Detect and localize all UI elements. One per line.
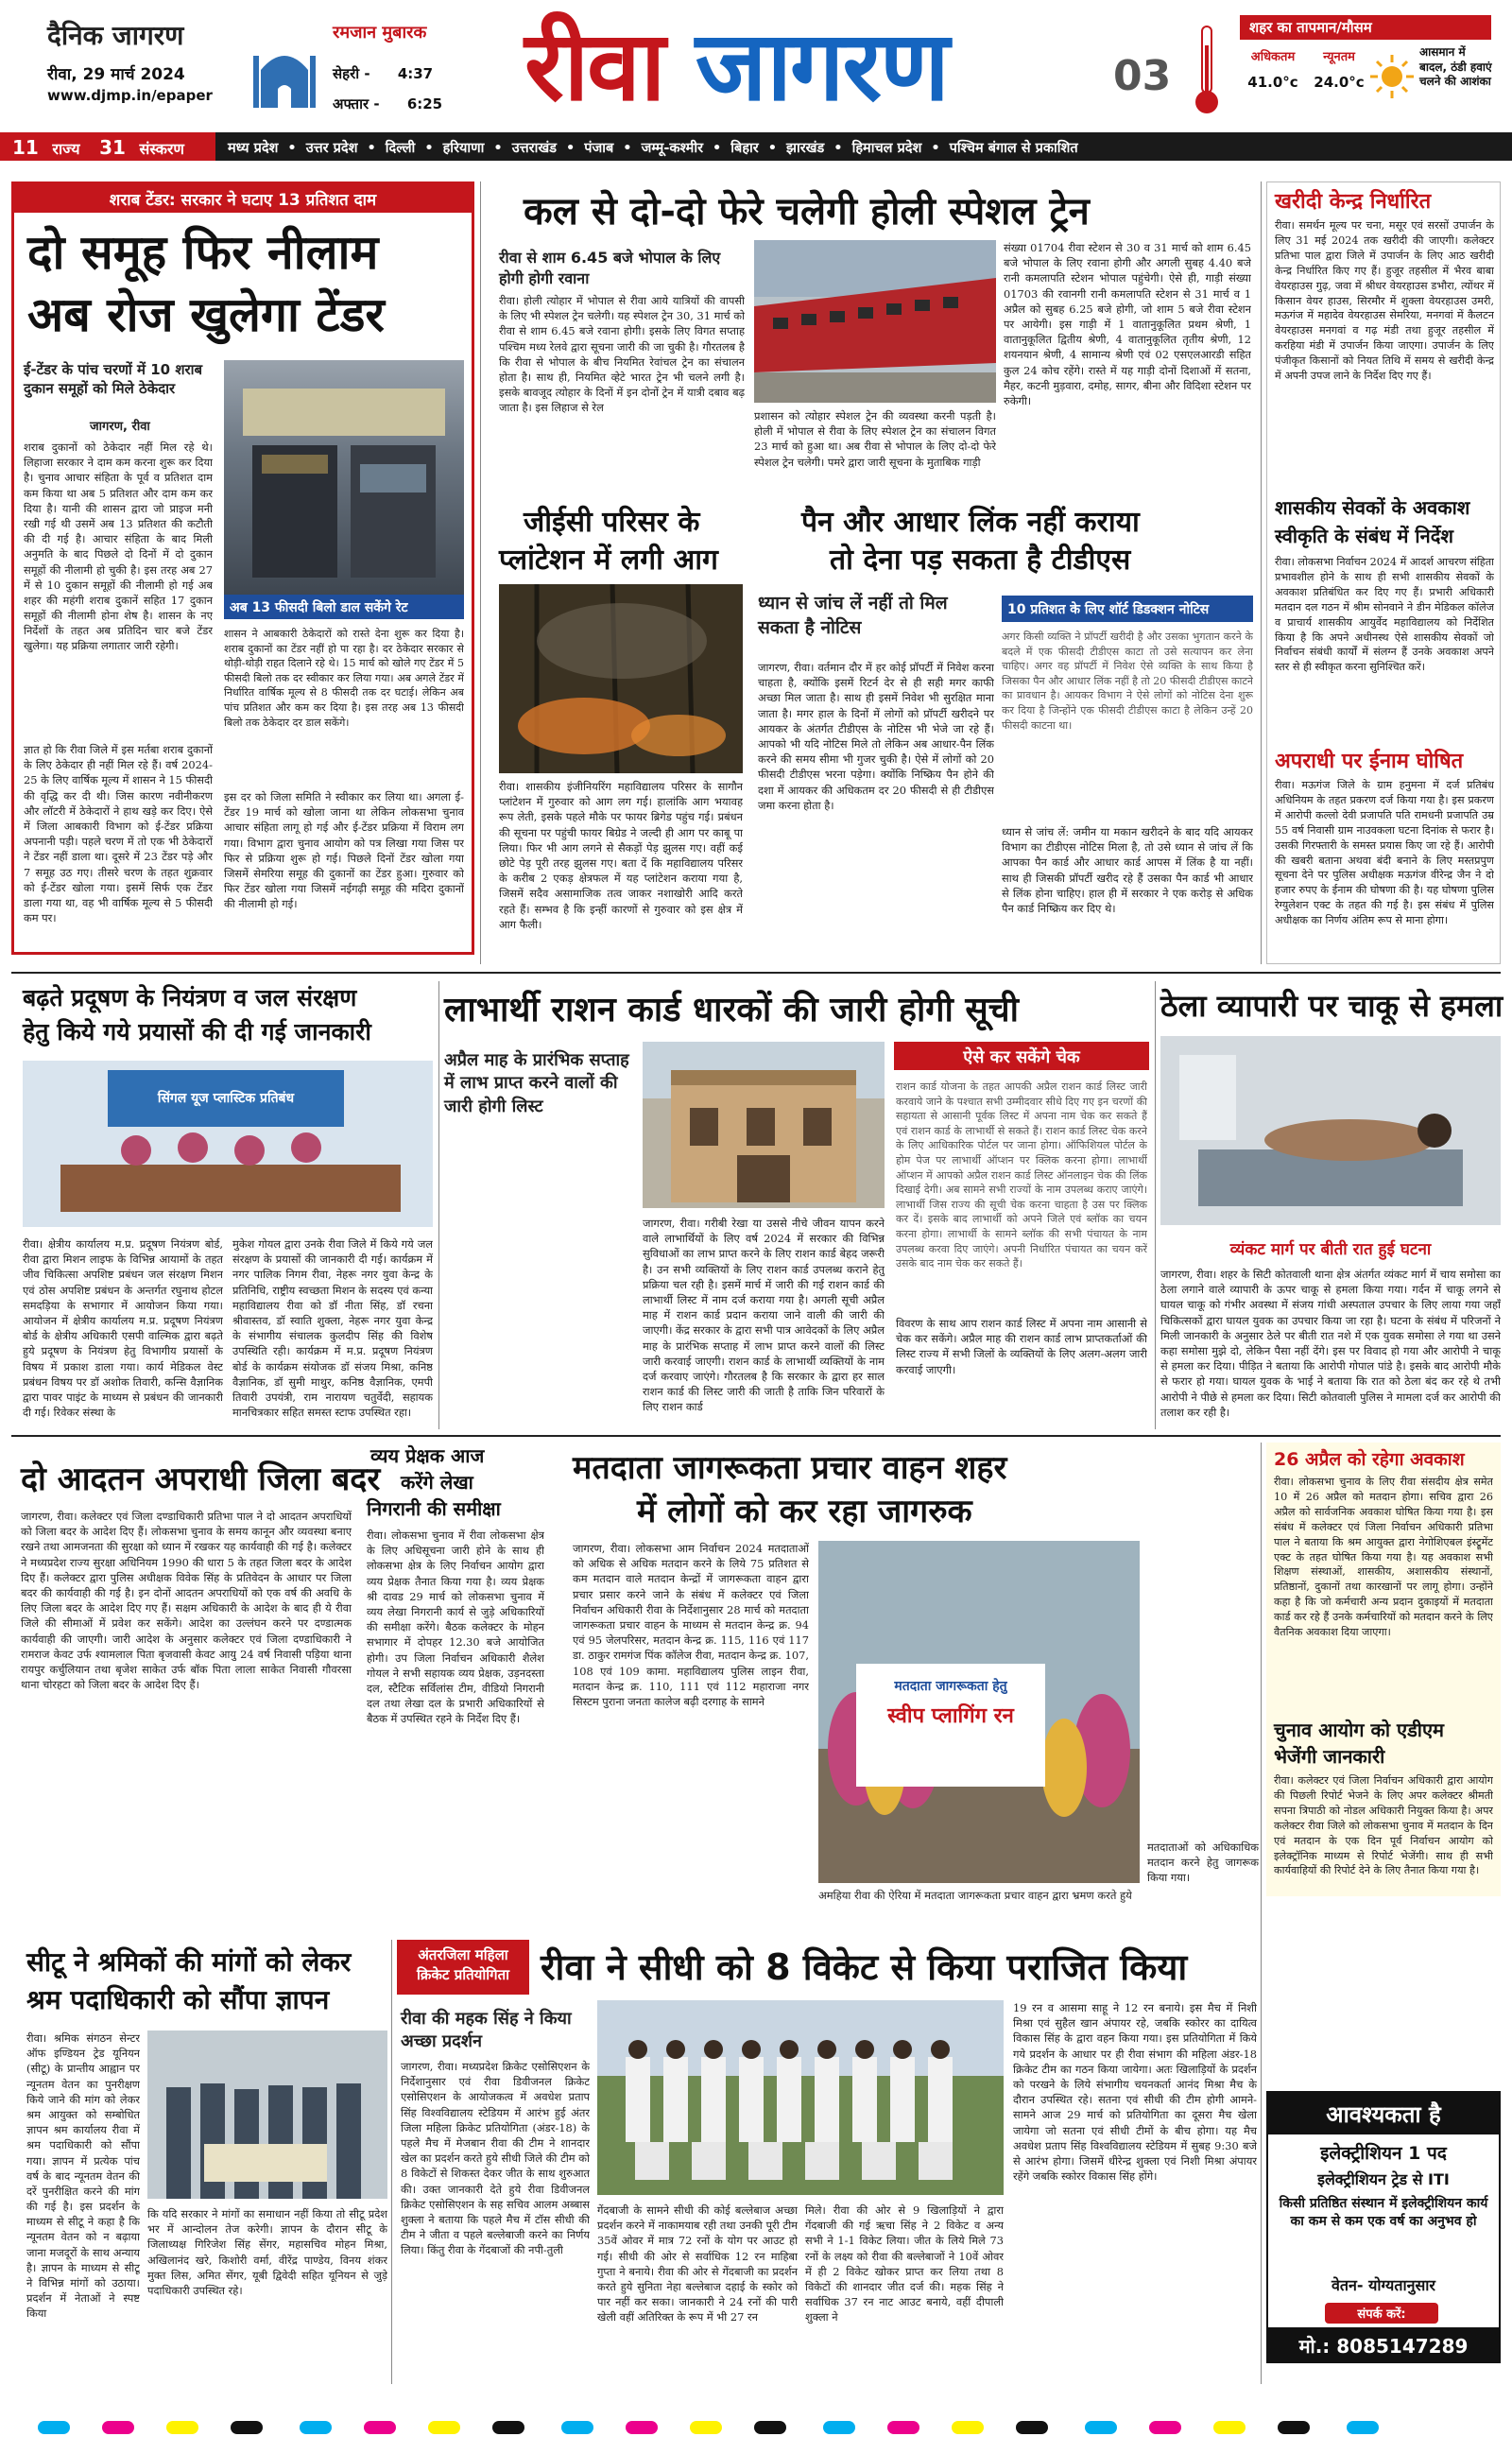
nav-separator: • (287, 141, 297, 156)
ad-line-3: किसी प्रतिष्ठित संस्थान में इलेक्ट्रीशियन कार्य का कम से कम एक वर्ष का अनुभव हो (1279, 2196, 1488, 2229)
states-count-badge: 11 राज्य 31 संस्करण (0, 132, 215, 161)
subhead: अप्रैल माह के प्रारंभिक सप्ताह में लाभ प्राप्त करने वालों की जारी होगी लिस्ट (444, 1050, 629, 1116)
ration-card-story (444, 981, 1149, 1429)
story-text-2: ध्यान से जांच लें: जमीन या मकान खरीदने के बाद यदि आयकर विभाग का टीडीएस नोटिस मिला है, तो उसे ध्यान से जांच लें कि आपका पैन कार्ड और आधार कार्ड आपस में लिंक है या नहीं। साथ ही जिसकी प्रॉपर्टी खरीद रहे हैं उसका पैन कार्ड भी आधार से लिंक होना चाहिए। हाल ही में सरकार ने एक करोड़ से अधिक पैन कार्ड निष्क्रिय कर दिए थे। (1002, 825, 1253, 915)
check-box-text: राशन कार्ड योजना के तहत आपकी अप्रैल राशन कार्ड लिस्ट जारी करवाये जाने के पश्चात सभी उम्मीदवार सीधे दिए गए इन चरणों की सहायता से आसानी पूर्वक लिस्ट में अपना नाम चेक कर सकते हैं एवं राशन कार्ड के लाभार्थी से सकते हैं। राशन कार्ड लिस्ट चेक करने के लिए आधिकारिक पोर्टल पर जाना होगा। ऑफिशियल पोर्टल के होम पेज पर लाभार्थी ऑप्शन पर क्लिक करना होगा। लाभार्थी ऑप्शन में आपको अप्रैल राशन कार्ड लिस्ट ऑनलाइन चेक की लिंक दिखाई देगी। अब सामने सभी राज्यों के नाम उपलब्ध कराए जाएंगे। लाभार्थी जिस राज्य की सूची चेक करना चाहता है उस पर क्लिक कर दें। इसके बाद लाभार्थी को अपने जिले एवं ब्लॉक का चयन करना होगा। लाभार्थी के सामने ब्लॉक की सभी पंचायत के नाम उपलब्ध करवा दिए जाएंगे। अपनी निर्धारित पंचायत का चयन करें उसके बाद नाम चेक कर सकते हैं। (896, 1080, 1147, 1270)
event-banner-text: सिंगल यूज प्लास्टिक प्रतिबंध (157, 1091, 295, 1106)
column-rule (1155, 981, 1156, 1429)
photo-box-text: शासन ने आबकारी ठेकेदारों को रास्ते देना शुरू कर दिया है। शराब दुकानों का टेंडर नहीं हो पा रहा है। दर ठेकेदार सरकार से थोड़ी-थोड़ी राहत दिलाने रहे थे। 15 मार्च को खोले गए टेंडर में 5 फीसदी बिलो तक दर स्वीकार कर लिया गया। अब अगले टेंडर में निर्धारित वार्षिक मूल्य से 8 फीसदी तक दर घटाई। लेकिन अब पांच प्रतिशत और कम कर दिया है। इस तरह अब 13 फीसदी बिलो तक ठेकेदार दर डाल सकेंगे। (224, 628, 464, 729)
paper-name: दैनिक जागरण (47, 20, 184, 51)
ad-line-4: वेतन- योग्यतानुसार (1332, 2276, 1435, 2294)
gec-fire-story (486, 501, 745, 964)
job-ad (1266, 2091, 1501, 2363)
subhead: व्यंकट मार्ग पर बीती रात हुई घटना (1160, 1233, 1501, 1263)
story-text-3: विवरण के साथ आप राशन कार्ड लिस्ट में अपना नाम आसानी से चेक कर सकेंगे। अप्रैल माह की राशन कार्ड लाभ प्राप्तकर्ताओं की लिस्ट राज्य में सभी जिलों के व्यक्तियों के लिए अलग-अलग जारी करवाई जाएगी। (896, 1317, 1147, 1376)
pollution-event-photo (23, 1061, 433, 1227)
hospital-photo (1160, 1036, 1501, 1225)
nav-separator: • (931, 141, 940, 156)
headline-2: में लोगों को कर रहा जागरुक (637, 1493, 972, 1530)
min-temp: न्यूनतम 24.0°c (1314, 50, 1365, 91)
check-box-title: ऐसे कर सकेंगे चेक (894, 1042, 1149, 1070)
election-report-headline-2: भेजेंगी जानकारी (1274, 1745, 1385, 1768)
headline: दो आदतन अपराधी जिला बदर (21, 1460, 381, 1498)
district-exile-story (11, 1443, 381, 1934)
mosque-icon (244, 13, 329, 117)
states-navbar (0, 132, 1512, 161)
weather-forecast: आसमान में बादल, ठंडी हवाएं चलने की आशंका (1419, 45, 1492, 89)
pan-aadhaar-tds-story (754, 501, 1255, 964)
headline: दो समूह फिर नीलाम (27, 225, 379, 280)
nav-separator: • (367, 141, 376, 156)
story-text-3: मिले। रीवा की ओर से 9 खिलाड़ियों ने द्वारा गेंदबाजी की गई ऋचा सिंह ने 2 विकेट व अन्य सभी ने 1-1 विकेट लिया। जीत के लिये मिले 73 रनों के लक्ष्य को रीवा की बल्लेबाजों ने 10वें ओवर में ही 2 विकेट खोकर प्राप्त कर लिया तथा 8 विकेटों की शानदार जीत दर्ज की। महक सिंह ने सर्वाधिक 37 रन नाट आउट बनाये, वहीं दीपाली शुक्ला ने (805, 2203, 1004, 2324)
tds-box-text: अगर किसी व्यक्ति ने प्रॉपर्टी खरीदी है और उसका भुगतान करने के बदले में एक फीसदी टीडीएस काटा तो उसे सत्यापन कर लेना चाहिए। अगर वह प्रॉपर्टी में निवेश ऐसे व्यक्ति के साथ किया है जिसका पैन और आधार लिंक नहीं है तो 20 फीसदी टीडीएस काटने का प्रावधान है। आयकर विभाग ने ऐसे लोगों को नोटिस देना शुरू कर दिया है जिन्होंने एक फीसदी टीडीएस काटा है लेकिन उन्हें 20 फीसदी काटना था। (1002, 631, 1253, 732)
headline-2: प्लांटेशन में लगी आग (499, 544, 718, 577)
nav-separator: • (713, 141, 722, 156)
purchase-center-text: रीवा। समर्थन मूल्य पर चना, मसूर एवं सरसों उपार्जन के लिए 31 मई 2024 तक खरीदी की जाएगी। कलेक्टर प्रतिभा पाल द्वारा जिले में उपार्जन के लिए आठ खरीदी केन्द्र निर्धारित किए गए हैं। हुजूर तहसील में भैरव बाबा वेयरहाउस गुढ़, जवा में श्रीधर वेयरहाउस डभौरा, त्योंथर में किसान वेयर हाउस, सिरमौर में शुक्ला वेयरहाउस उमरी, मऊगंज में महादेव वेयरहाउस सेमरिया, मनगवां में कैलटन वेयरहाउस मनगवां व गढ़ मंडी तथा हुजूर तहसील में करहिया मंडी में उपार्जन किया जाएगा। उपार्जन के लिए पंजीकृत किसानों को नियत तिथि में समय से खरीदी केन्द्र में अपनी उपज लाने के निर्देश दिए गए हैं। (1275, 219, 1494, 383)
headline: जीईसी परिसर के (524, 506, 700, 539)
ad-title: आवश्यकता है (1268, 2093, 1499, 2134)
ad-contact-label: संपर्क करें: (1325, 2303, 1438, 2324)
employees-leave-headline: शासकीय सेवकों के अवकाश (1275, 496, 1470, 519)
nav-state-item[interactable]: जम्मू-कश्मीर (641, 141, 704, 156)
nav-separator: • (493, 141, 503, 156)
holiday-headline: 26 अप्रैल को रहेगा अवकाश (1274, 1449, 1465, 1470)
headline: लाभार्थी राशन कार्ड धारकों की जारी होगी सूची (444, 991, 1019, 1029)
reward-headline: अपराधी पर ईनाम घोषित (1275, 750, 1464, 773)
headline-2: अब रोज खुलेगा टेंडर (27, 287, 385, 342)
nav-state-item[interactable]: पंजाब (584, 141, 614, 156)
citu-memorandum-story (11, 1940, 387, 2384)
headline-2: श्रम पदाधिकारी को सौंपा ज्ञापन (26, 1984, 330, 2015)
election-report-text: रीवा। कलेक्टर एवं जिला निर्वाचन अधिकारी द्वारा आयोग की पिछली रिपोर्ट भेजने के लिए अपर कलेक्टर श्रीमती सपना त्रिपाठी को नोडल अधिकारी नियुक्त किया है। अपर कलेक्टर रीवा जिले को लोकसभा चुनाव में मतदान के दिन एवं मतदान के एक दिन पूर्व निर्वाचन आयोग को इलेक्ट्रॉनिक माध्यम से रिपोर्ट भेजेंगी। साथ ही सभी कार्यवाहियों की रिपोर्ट देने के लिए तैनात किया गया है। (1274, 1774, 1493, 1877)
story-text-2: प्रशासन को त्योहार स्पेशल ट्रेन की व्यवस्था करनी पड़ती है। होली में भोपाल से रीवा के लिए स्पेशल ट्रेन का संचालन विगत 23 मार्च को हुआ था। अब रीवा से भोपाल के लिए दो-दो फेरे स्पेशल ट्रेन चलेगी। पमरे द्वारा जारी सूचना के मुताबिक गाड़ी (754, 409, 996, 469)
employees-leave-headline-2: स्वीकृति के संबंध में निर्देश (1275, 525, 1453, 547)
nav-state-item[interactable]: दिल्ली (385, 141, 416, 156)
story-text: जागरण, रीवा। वर्तमान दौर में हर कोई प्रॉपर्टी में निवेश करना चाहता है, क्योंकि इसमें रिटर्न देर से ही सही मगर काफी अच्छा मिल जाता है। साथ ही इसमें निवेश भी सुरक्षित माना जाता है। मगर हाल के दिनों में लोगों को प्रॉपर्टी खरीदने पर आयकर के अंतर्गत टीडीएस के नोटिस भी भेजे जा रहे हैं। आपको भी यदि नोटिस मिले तो लेकिन अब आधार-पैन लिंक करने की समय सीमा भी गुजर चुकी है। ऐसे में लोगों को 20 फीसदी टीडीएस भरना पड़ेगा। क्योंकि निष्क्रिय पैन होने की दशा में आयकर की अधिकतम दर 20 फीसदी से ही टीडीएस जमा करना होता है। (758, 661, 994, 812)
cricket-team-photo (597, 2000, 1004, 2195)
ad-line-2: इलेक्ट्रीशियन ट्रेड से ITI (1317, 2170, 1450, 2188)
women-cricket-story (397, 1940, 1259, 2384)
nav-separator: • (767, 141, 777, 156)
photo-box-title: अब 13 फीसदी बिलो डाल सकेंगे रेट (224, 595, 464, 619)
story-text-2: मुकेश गोयल द्वारा उनके रीवा जिले में किये गये जल संरक्षण के प्रयासों की जानकारी दी गई। कार्यक्रम में नगर पालिक निगम रीवा, नेहरू नगर युवा केन्द्र के प्रतिनिधि, राष्ट्रीय स्वच्छता मिशन के सदस्य एवं कन्या महाविद्यालय रीवा को डॉ नीता सिंह, डॉ रचना श्रीवास्तव, डॉ स्वाति शुक्ला, नेहरू नगर युवा केन्द्र के संभागीय संचालक कुलदीप सिंह की विशेष उपस्थिति रही। कार्यक्रम में म.प्र. प्रदूषण नियंत्रण बोर्ड के कार्यक्रम संयोजक डॉ संजय मिश्रा, कनिष्ठ वैज्ञानिक, डॉ सुमी माथुर, कनिष्ठ वैज्ञानिक, एमपी तिवारी उपयंत्री, राम नारायण चतुर्वेदी, सहायक मानचित्रकार सहित समस्त स्टाफ उपस्थित रहा। (232, 1237, 433, 1420)
story-kicker: शराब टेंडर: सरकार ने घटाए 13 प्रतिशत दाम (14, 184, 472, 213)
subhead: ई-टेंडर के पांच चरणों में 10 शराब दुकान समूहों को मिले ठेकेदार (24, 361, 203, 398)
story-kicker: अंतरजिला महिला क्रिकेट प्रतियोगिता (397, 1940, 529, 1995)
story-text: जागरण, रीवा। मध्यप्रदेश क्रिकेट एसोसिएशन के निर्देशानुसार एवं रीवा डिवीजनल क्रिकेट एसोसिएशन के आयोजकत्व में अवधेश प्रताप सिंह विश्वविद्यालय स्टेडियम में आरंभ हुई अंतर जिला महिला क्रिकेट प्रतियोगिता (अंडर-18) के पहले मैच में मेजबान रीवा की टीम ने शानदार खेल का प्रदर्शन करते हुये सीधी जिले की टीम को 8 विकेटों से शिकस्त देकर जीत के साथ शुरुआत की। उक्त जानकारी देते हुये रीवा डिवीजनल क्रिकेट एसोसिएशन के सह सचिव आलम अब्बास शुक्ला ने बताया कि पहले मैच में टॉस सीधी की टीम ने जीता व पहले बल्लेबाजी करने का निर्णय लिया। किंतु रीवा के गेंदबाजों की नपी-तुली (401, 2060, 590, 2257)
right-column-top (1266, 181, 1501, 964)
story-text-2: मतदाताओं को अधिकाधिक मतदान करने हेतु जागरूक किया गया। (1147, 1840, 1259, 1885)
story-text: रीवा। लोकसभा चुनाव में रीवा लोकसभा क्षेत्र के लिए अधिसूचना जारी होने के साथ ही लोकसभा क्षेत्र के लिए निर्वाचन आयोग द्वारा व्यय प्रेक्षक तैनात किया गया है। व्यय प्रेक्षक श्री दावड 29 मार्च को लोकसभा चुनाव में व्यय लेखा निगरानी कार्य से जुड़े अधिकारियों की समीक्षा करेंगे। बैठक कलेक्टर के मोहन सभागार में दोपहर 12.30 बजे आयोजित होगी। उप जिला निर्वाचन अधिकारी शैलेश गोयल ने सभी सहायक व्यय प्रेक्षक, उड़नदस्ता दल, स्टैटिक सर्विलांस टीम, वीडियो निगरानी दल तथा लेखा दल के प्रभारी अधिकारियों से बैठक में उपस्थित रहने के निर्देश दिए हैं। (367, 1529, 544, 1726)
holiday-text: रीवा। लोकसभा चुनाव के लिए रीवा संसदीय क्षेत्र समेत 10 में 26 अप्रैल को मतदान होगा। सचिव द्वारा 26 अप्रैल को सार्वजनिक अवकाश घोषित किया गया है। इस संबंध में कलेक्टर एवं जिला निर्वाचन अधिकारी प्रतिभा पाल ने बताया कि श्रम आयुक्त द्वारा नेगोशिएबल इंस्ट्रूमेंट एक्ट के तहत घोषित किया गया है। यह अवकाश सभी शिक्षण संस्थाओं, शासकीय, अशासकीय संस्थानों, प्रतिष्ठानों, दुकानों तथा कारखानों पर लागू होगा। उन्होंने कहा है कि जो कर्मचारी अन्य प्रदान दुकाइयों में मतदाता कार्ड कर रहे हैं उनके कर्मचारियों को मतदान करने के लिए वैतनिक अवकाश दिया जाएगा। (1274, 1476, 1493, 1639)
headline: मतदाता जागरूकता प्रचार वाहन शहर (573, 1449, 1007, 1487)
story-text-3: संख्या 01704 रीवा स्टेशन से 30 व 31 मार्च को शाम 6.45 बजे भोपाल के लिए रवाना होगी और अगली सुबह 4.40 बजे रानी कमलापति स्टेशन भोपाल पहुंचेगी। ऐसे ही, गाड़ी संख्या 01703 की रवानगी रानी कमलापति स्टेशन से 31 मार्च व 1 अप्रैल को सुबह 6.25 बजे होगी, जो शाम 5 बजे रीवा स्टेशन पर आयेगी। इस गाड़ी में 1 वातानुकूलित प्रथम श्रेणी, 1 वातानुकूलित द्वितीय श्रेणी, 4 वातानुकूलित तृतीय श्रेणी, 12 शयनयान श्रेणी, 4 सामान्य श्रेणी एवं 02 एसएलआरडी सहित कुल 24 कोच रहेंगे। रास्ते में यह गाड़ी दोनों दिशाओं में सतना, मैहर, कटनी मुड़वारा, दमोह, सागर, बीना और विदिशा स्टेशन पर रुकेगी। (1004, 241, 1251, 407)
story-text-4: 19 रन व आसमा साहू ने 12 रन बनाये। इस मैच में निशी मिश्रा एवं सुहैल खान अंपायर रहे, जबकि स्कोरर का दायित्व विकास सिंह के द्वारा वहन किया गया। इस प्रतियोगिता में किये गये प्रदर्शन के आधार पर ही रीवा संभाग की महिला अंडर-18 क्रिकेट टीम का गठन किया जायेगा। अतः खिलाड़ियों के प्रदर्शन को परखने के लिये संभागीय चयनकर्ता आनंद मिश्रा मैच के दौरान उपस्थित रहे। सतना एवं सीधी की टीम होगी आमने-सामने आज 29 मार्च को प्रतियोगिता का दूसरा मैच खेला जायेगा जो सतना एवं सीधी टीमों के बीच होगा। यह मैच अवधेश प्रताप सिंह विश्वविद्यालय स्टेडियम में सुबह 9:30 बजे से आरंभ होगा। जिसमें धीरेन्द्र शुक्ला एवं निशी मिश्रा अंपायर रहेंगे जबकि स्कोरर विकास सिंह होंगे। (1013, 2001, 1257, 2184)
story-text: जागरण, रीवा। शहर के सिटी कोतवाली थाना क्षेत्र अंतर्गत व्यंकट मार्ग में चाय समोसा का ठेला लगाने वाले व्यापारी के ऊपर चाकू से हमला किया गया। गर्दन में चाकू लगने से घायल चाकू को गंभीर अवस्था में संजय गांधी अस्पताल उपचार के लिए लाया गया जहाँ चिकित्सकों द्वारा घायल युवक का उपचार किया जा रहा है। घटना के संबंध में परिजनों ने मिली जानकारी के अनुसार ठेले पर बीती रात नशे में एक युवक समोसा ले गया था उसने कहा समोसा मुझे दो, लेकिन पैसा नहीं देंगे। इस पर विवाद हो गया और आरोपी ने चाकू से हमला कर दिया। पीड़ित ने बताया कि आरोपी गोपाल पांडे है। इसके बाद आरोपी मौके से फरार हो गया। घायल युवक के भाई ने बताया कि रात को ठेला बंद कर रहे थे तभी आरोपी ने पीछे से हमला कर दिया। सिटी कोतवाली पुलिस ने मामला दर्ज कर आरोपी की तलाश कर रही है। (1160, 1268, 1501, 1419)
headline: सीटू ने श्रमिकों की मांगों को लेकर (26, 1946, 352, 1978)
weather-header: शहर का तापमान/मौसम (1240, 15, 1491, 40)
vendor-attack-story (1160, 981, 1501, 1429)
column-rule (391, 1940, 392, 2384)
section-divider (11, 972, 1501, 974)
holi-train-story (486, 181, 1253, 495)
purchase-center-headline: खरीदी केन्द्र निर्धारित (1275, 190, 1432, 214)
headline-2: हेतु किये गये प्रयासों की दी गई जानकारी (23, 1018, 371, 1046)
dateline: जागरण, रीवा (90, 420, 150, 434)
nav-state-item[interactable]: बिहार (730, 141, 759, 156)
print-color-strip (38, 2420, 1493, 2439)
iftar-time: अफ्तार - 6:25 (333, 95, 443, 112)
sehri-time: सेहरी - 4:37 (333, 65, 434, 82)
liquor-shop-photo (224, 360, 464, 595)
states-list (223, 138, 1508, 157)
max-temp: अधिकतम 41.0°c (1247, 50, 1298, 91)
voter-awareness-story (559, 1443, 1259, 1934)
story-text: रीवा। शासकीय इंजीनियरिंग महाविद्यालय परिसर के सागौन प्लांटेशन में गुरुवार को आग लग गई। हालांकि आग भयावह रूप लेती, इसके पहले मौके पर फायर ब्रिगेड पहुंच गई। प्रबंधन की सूचना पर पहुंची फायर बिग्रेड ने जल्दी ही आग पर काबू पा लिया। फिर भी आग लगने से सैकड़ों पेड़ झुलस गए। वहीं कई छोटे पेड़ पूरी तरह झुलस गए। बता दें कि महाविद्यालय परिसर के करीब 2 एकड़ क्षेत्रफल में यह प्लांटेशन कराया गया है, जिसमें सदैव असामाजिक तत्व जाकर नशाखोरी आदि करते रहते हैं। सम्भव है कि इन्हीं कारणों से गुरुवार को इस क्षेत्र में आग फैली। (499, 780, 743, 931)
pollution-control-story (11, 981, 435, 1429)
fire-photo (499, 584, 743, 773)
nav-separator: • (623, 141, 632, 156)
ad-line-1: इलेक्ट्रीशियन 1 पद (1320, 2143, 1447, 2164)
headline-2: तो देना पड़ सकता है टीडीएस (830, 544, 1131, 577)
liquor-tender-story (11, 181, 474, 955)
subhead: ध्यान से जांच लें नहीं तो मिल सकता है नोटिस (758, 593, 948, 638)
page-number: 03 (1113, 52, 1172, 100)
story-text: जागरण, रीवा। गरीबी रेखा या उससे नीचे जीवन यापन करने वाले लाभार्थियों के लिए वर्ष 2024 में सरकार की विभिन्न सुविधाओं का लाभ प्राप्त करने के लिए राशन कार्ड बेहद जरूरी है। उन सभी व्यक्तियों के लिए राशन कार्ड उपलब्ध कराने हेतु प्रक्रिया चल रही है। इसमें मार्च में जारी की गई राशन कार्ड की लाभार्थी लिस्ट में नाम दर्ज कराया गया है। अगली सूची अप्रैल माह में राशन कार्ड प्रदान कराया जाने वाली की जारी की जाएगी। केंद्र सरकार के द्वारा सभी पात्र आवेदकों के लिए अप्रैल माह के प्रारंभिक सप्ताह में लाभ प्राप्त करने वालों की लिस्ट जारी करवाई जाएगी। राशन कार्ड के लाभार्थी व्यक्तियों के नाम दर्ज करवाए जाएंगे। गौरतलब है कि सरकार के द्वारा हर साल राशन कार्ड की लिस्ट जारी की जाती है ताकि जिन परिवारों के लिए राशन कार्ड (643, 1217, 885, 1414)
election-report-headline: चुनाव आयोग को एडीएम (1274, 1719, 1444, 1741)
section-divider-2 (11, 1435, 1501, 1437)
subhead: रीवा से शाम 6.45 बजे भोपाल के लिए होगी होगी रवाना (499, 249, 721, 287)
voter-rally-photo (818, 1541, 1140, 1883)
sun-icon (1368, 53, 1416, 100)
train-photo (754, 240, 996, 403)
headline: रीवा ने सीधी को 8 विकेट से किया पराजित किया (541, 1946, 1188, 1988)
column-rule (1261, 181, 1262, 964)
column-rule (438, 981, 439, 1429)
edition-date: रीवा, 29 मार्च 2024 (47, 65, 185, 84)
nav-state-item[interactable]: उत्तराखंड (511, 141, 557, 156)
column-rule (480, 181, 481, 964)
rewa-jagran-logo: रीवा जागरण (524, 10, 948, 123)
story-text: शराब दुकानों को ठेकेदार नहीं मिल रहे थे। लिहाजा सरकार ने दाम कम करना शुरू कर दिया है। चुनाव आचार संहिता के पूर्व व प्रतिशत दाम कम किया था अब 5 प्रतिशत और दाम कम कर दिया है। यानी की शासन द्वारा जो प्राइज मनी रखी गई थी उसमें अब 13 प्रतिशत की कटौती की दी गई है। आचार संहिता के बाद मिली अनुमति के बाद पिछले दो दिनों में दो दुकान समूहों की नीलामी हो चुकी है। इस तरह अब 27 में से 10 दुकान समूहों की नीलामी हो गई अब शहर की महंगी शराब दुकानें सहित 17 दुकान समूहों की नीलामी होना शेष है। शासन के नए निर्देशों के तहत अब प्रतिदिन चार बजे टेंडर खुलेगा। यह प्रक्रिया लगातार जारी रहेगी। (24, 441, 213, 653)
ramzan-title: रमजान मुबारक (333, 23, 427, 43)
story-text-2: गेंदबाजी के सामने सीधी की कोई बल्लेबाज अच्छा प्रदर्शन करने में नाकामयाब रही तथा उनकी पूरी टीम 35वें ओवर में मात्र 72 रनों के योग पर आउट हो गई। सीधी की ओर से सर्वाधिक 12 रन माहिबा गुप्ता ने बनाये। रीवा की ओर से गेंदबाजी का प्रदर्शन करते हुये सुनिता नेहा बल्लेबाज दहाई के स्कोर को पार नहीं कर सका। जानकारी ने 24 रनों की पारी खेली वहीं अतिरिक्त के रूप में भी 27 रन (597, 2203, 798, 2324)
photo-caption: अमहिया रीवा की ऐरिया में मतदाता जागरूकता प्रचार वाहन द्वारा भ्रमण करते हुये (818, 1889, 1132, 1902)
nav-separator: • (424, 141, 434, 156)
reward-text: रीवा। मऊगंज जिले के ग्राम हनुमना में दर्ज प्रतिबंध अधिनियम के तहत प्रकरण दर्ज किया गया है। इस प्रकरण में आरोपी कल्लो देवी प्रजापति पति रामधनी प्रजापति उम्र 55 वर्ष निवासी ग्राम नाउवकला घटना दिनांक से फरार है। उसकी गिरफ्तारी के समस्त प्रयास किए जा रहे हैं। आरोपी की खबरी बताना अथवा बंदी बनाने के लिए मस्तप्रपुण सूचना देने पर पुलिस अधीक्षक मऊगंज वीरेन्द्र जैन ने दो हजार रुपए के ईनाम की घोषणा की है। यह घोषणा पुलिस रेग्युलेशन एक्ट के तहत की गई है। इस संबंध में पुलिस अधीक्षक का निर्णय अंतिम रूप से माना होगा। (1275, 779, 1494, 927)
headline-3: निगरानी की समीक्षा (367, 1497, 501, 1520)
ration-office-photo (643, 1042, 885, 1208)
nav-state-item[interactable]: मध्य प्रदेश (228, 141, 279, 156)
headline: पैन और आधार लिंक नहीं कराया (801, 506, 1140, 539)
subhead: रीवा की महक सिंह ने किया अच्छा प्रदर्शन (401, 2009, 572, 2052)
citu-protest-photo (147, 2031, 387, 2199)
employees-leave-text: रीवा। लोकसभा निर्वाचन 2024 में आदर्श आचरण संहिता प्रभावशील होने के साथ ही सभी शासकीय सेवकों के अवकाश प्रतिबंधित कर दिए गए हैं। प्रभारी अधिकारी मतदान दल गठन में श्रीम सोनवाने ने डीन मेडिकल कॉलेज व प्राचार्य शासकीय आयुर्वेद महाविद्यालय को निर्देशित किया है कि अपने अधीनस्थ ऐसे शासकीय सेवकों जो निर्वाचन संबंधी कार्यों में संलग्न हैं उनके अवकाश अपने स्तर से ही स्वीकृत करना सुनिश्चित करें। (1275, 556, 1494, 674)
story-text-3: इस दर को जिला समिति ने स्वीकार कर लिया था। अगला ई-टेंडर 19 मार्च को खोला जाना था लेकिन लोकसभा चुनाव आचार संहिता लागू हो गई और ई-टेंडर प्रक्रिया में विराम लग गया। विभाग द्वारा चुनाव आयोग को पत्र लिखा गया जिस पर फिर से प्रक्रिया शुरू हो गई। पिछले दिनों टेंडर खोला गया जिसमें सेमरिया समूह की दुकानों का टेंडर हुआ। गुरुवार को फिर टेंडर खोला गया जिसमें नईगढ़ी समूह की मदिरा दुकानों की नीलामी हो गई। (224, 790, 464, 911)
nav-state-item[interactable]: पश्चिम बंगाल से प्रकाशित (949, 141, 1078, 156)
nav-separator: • (833, 141, 843, 156)
epaper-link[interactable]: www.djmp.in/epaper (47, 87, 213, 104)
right-column-bottom (1266, 1443, 1501, 1896)
masthead (0, 0, 1512, 132)
story-text: रीवा। होली त्योहार में भोपाल से रीवा आये यात्रियों की वापसी के लिए भी स्पेशल ट्रेन चलेगी। यह स्पेशल ट्रेन 30, 31 मार्च को रीवा से शाम 6.45 बजे रवाना होगी। इसके लिए विगत सप्ताह पश्चिम मध्य रेलवे द्वारा सूचना जारी की जा चुकी है। गौरतलब है कि रीवा से भोपाल के बीच नियमित रेवांचल ट्रेन का संचालन होता है। साथ ही, नियमित व्हेटे भारत ट्रेन भी चलने लगी है। इसके बावजूद त्योहार के दिनों में इन दोनों ट्रेन में यात्री दबाव बढ़ जाता है। इस लिहाज से रेल (499, 294, 745, 415)
headline: बढ़ते प्रदूषण के नियंत्रण व जल संरक्षण (23, 984, 357, 1011)
story-text: रीवा। श्रमिक संगठन सेन्टर ऑफ इण्डियन ट्रेड यूनियन (सीटू) के प्रान्तीय आह्वान पर न्यूनतम वेतन का पुनरीक्षण किये जाने की मांग को लेकर श्रम आयुक्त को सम्बोधित ज्ञापन श्रम कार्यालय रीवा में श्रम पदाधिकारी को सौंपा गया। ज्ञापन में प्रत्येक पांच वर्ष के बाद न्यूनतम वेतन की दरें पुनरीक्षित करने की मांग की गई है। इस प्रदर्शन के माध्यम से सीटू ने कहा है कि न्यूनतम वेतन को न बढ़ाया जाना मजदूरों के साथ अन्याय है। ज्ञापन के माध्यम से सीटू ने विभिन्न मांगों को उठाया। प्रदर्शन में नेताओं ने स्पष्ट किया (26, 2031, 140, 2321)
nav-state-item[interactable]: हरियाणा (442, 141, 485, 156)
headline: व्यय प्रेक्षक आज (370, 1444, 485, 1467)
headline: ठेला व्यापारी पर चाकू से हमला (1160, 988, 1503, 1024)
thermometer-icon (1193, 23, 1221, 117)
expense-observer-story (363, 1443, 548, 1934)
ad-phone[interactable]: मो.: 8085147289 (1268, 2327, 1499, 2361)
story-text: रीवा। क्षेत्रीय कार्यालय म.प्र. प्रदूषण नियंत्रण बोर्ड, रीवा द्वारा मिशन लाइफ के विभिन्न आयामों के तहत जीव चिकित्सा अपशिष्ट प्रबंधन जल संरक्षण मिशन एवं ठोस अपशिष्ट प्रबंधन के अन्तर्गत रघुनाथ होटल समदड़िया के सभागार में आयोजन किया गया। आयोजन में क्षेत्रीय कार्यालय म.प्र. प्रदूषण नियंत्रण बोर्ड के क्षेत्रीय अधिकारी एसपी वाल्मिक द्वारा बढ़ते हुये प्रदूषण के नियंत्रण हेतु विभागीय प्रयासों के विषय में प्रकाश डाला गया। कार्य मेडिकल वेस्ट प्रबंधन विषय पर डॉ अशोक तिवारी, कन्सि वैज्ञानिक द्वारा पावर पाइंट के माध्यम से प्रबंधन की जानकारी दी गई। रिवेकर संस्था के (23, 1237, 223, 1420)
story-text-2: कि यदि सरकार ने मांगों का समाधान नहीं किया तो सीटू प्रदेश भर में आन्दोलन तेज करेगी। ज्ञापन के दौरान सीटू के जिलाध्यक्ष गिरिजेश सिंह सेंगर, महासचिव मोहन मिश्रा, अखिलानंद खरे, किशोरी वर्मा, वीरेंद्र पाण्डेय, विनय शंकर मुक्त लिस, अमित सेंगर, यूबी द्विवेदी सहित यूनियन से जुड़े पदाधिकारी उपस्थित रहे। (147, 2207, 387, 2297)
story-text: जागरण, रीवा। लोकसभा आम निर्वाचन 2024 मतदाताओं को अधिक से अधिक मतदान करने के लिये 75 प्रतिशत से कम मतदान वाले मतदान केन्द्रों में जागरूकता वाहन द्वारा प्रचार प्रसार करने जाने के संबंध में कलेक्टर एवं जिला निर्वाचन अधिकारी रीवा के निर्देशानुसार 28 मार्च को मतदाता जागरूकता प्रचार वाहन के माध्यम से मतदान केन्द्र क्र. 94 एवं 95 जेलपरिसर, मतदान केन्द्र क्र. 115, 116 एवं 117 डा. ठाकुर रामगंज पिंक कॉलेज रीवा, मतदान केन्द्र क्र. 107, 108 एवं 109 कामा. महाविद्यालय पुलिस लाइन रीवा, मतदान केन्द्र क्र. 110, 111 एवं 112 महाराजा नगर सिस्टम पुराना जनता कालेज बढ़ी दरगाह के सामने (573, 1542, 809, 1708)
nav-state-item[interactable]: उत्तर प्रदेश (305, 141, 358, 156)
nav-separator: • (565, 141, 576, 156)
sveep-banner: मतदाता जागरूकता हेतु स्वीप प्लागिंग रन (887, 1679, 1014, 1728)
headline: कल से दो-दो फेरे चलेगी होली स्पेशल ट्रेन (524, 190, 1090, 233)
nav-state-item[interactable]: हिमाचल प्रदेश (851, 141, 922, 156)
column-rule (1261, 1443, 1262, 2384)
story-text-2: ज्ञात हो कि रीवा जिले में इस मर्तबा शराब दुकानों के लिए ठेकेदार ही नहीं मिल रहे हैं। वर्ष 2024-25 के लिए वार्षिक मूल्य में शासन ने 15 फीसदी की वृद्धि कर दी थी। जिस कारण नवीनीकरण और लॉटरी में ठेकेदारों ने हाथ खड़े कर दिए। ऐसे में जिला आबकारी विभाग को ई-टेंडर प्रक्रिया अपनानी पड़ी। पहले चरण में तो एक भी ठेकेदारों ने टेंडर नहीं डाला था। दूसरे में 23 टेंडर पड़े और 7 समूह उठ गए। तीसरे चरण के तहत शुक्रवार को ई-टेंडर खोला गया। इसमें सिर्फ एक टेंडर डाला गया था, वह भी वार्षिक मूल्य से 5 फीसदी कम पर। (24, 743, 213, 925)
nav-state-item[interactable]: झारखंड (786, 141, 825, 156)
story-text: जागरण, रीवा। कलेक्टर एवं जिला दण्डाधिकारी प्रतिभा पाल ने दो आदतन अपराधियों को जिला बदर के आदेश दिए हैं। लोकसभा चुनाव के समय कानून और व्यवस्था बनाए रखने तथा आमजनता की सुरक्षा को ध्यान में रखकर यह कार्यवाही की गई है। कलेक्टर ने मध्यप्रदेश राज्य सुरक्षा अधिनियम 1990 की धारा 5 के तहत जिला बदर के आदेश दिए हैं। कलेक्टर द्वारा पुलिस अधीक्षक विवेक सिंह के प्रतिवेदन के आधार पर जिला बदर की कार्यवाही की गई है। इन दोनों आदतन अपराधियों को एक वर्ष की अवधि के लिए जिला बदर के आदेश दिए गए हैं। सक्षम अधिकारी के आदेश के बाद ही ये रीवा जिले की सीमाओं में प्रवेश कर सकेंगे। आदेश का उल्लंघन करने पर दण्डात्मक कार्यवाही की जाएगी। जारी आदेश के अनुसार कलेक्टर एवं जिला दण्डाधिकारी ने रामराज केवट उर्फ श्यामलाल पिता बृजवासी केवट आयु 24 वर्ष निवासी पड़िया थाना रायपुर कर्चुलियान तथा बृजेश साकेत उर्फ बॉक पिता लाला साकेत निवासी गौवरसा थाना चोरहटा को जिला बदर के आदेश दिए हैं। (21, 1510, 352, 1692)
tds-box-title: 10 प्रतिशत के लिए शॉर्ट डिडक्शन नोटिस (1002, 596, 1253, 622)
headline-2: करेंगे लेखा (401, 1471, 473, 1494)
